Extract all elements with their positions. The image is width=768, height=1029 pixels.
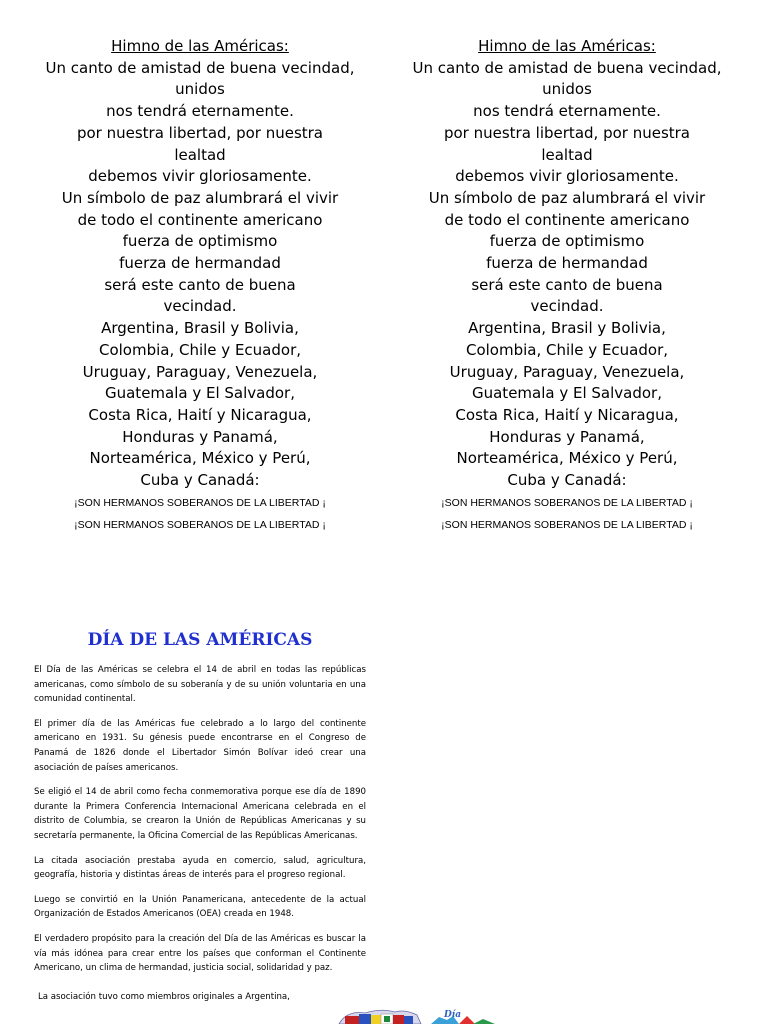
article-dia-de-las-americas <box>34 628 366 1014</box>
anthem-line: Un símbolo de paz alumbrará el vivir <box>61 188 339 207</box>
anthem-line: unidos <box>542 80 592 99</box>
anthem-line: fuerza de hermandad <box>119 254 281 273</box>
anthem-title: Himno de las Américas: <box>111 37 289 55</box>
anthem-line: Norteamérica, México y Perú, <box>89 449 311 468</box>
anthem-line: de todo el continente americano <box>444 210 690 229</box>
anthem-line: fuerza de optimismo <box>489 232 645 251</box>
anthem-chorus: ¡SON HERMANOS SOBERANOS DE LA LIBERTAD ¡ <box>74 518 326 531</box>
anthem-line: Argentina, Brasil y Bolivia, <box>468 319 666 338</box>
anthem-line: Honduras y Panamá, <box>489 427 645 446</box>
anthem-chorus: ¡SON HERMANOS SOBERANOS DE LA LIBERTAD ¡ <box>441 496 693 509</box>
anthem-line: unidos <box>175 80 225 99</box>
anthem-line: Un canto de amistad de buena vecindad, <box>412 58 722 77</box>
anthem-line: nos tendrá eternamente. <box>473 102 661 121</box>
flags-caption: Día <box>444 1010 462 1020</box>
anthem-line: Honduras y Panamá, <box>122 427 278 446</box>
anthem-line: vecindad. <box>163 297 237 316</box>
anthem-line: vecindad. <box>530 297 604 316</box>
anthem-line: por nuestra libertad, por nuestra <box>443 123 690 142</box>
anthem-line: lealtad <box>174 145 226 164</box>
article-paragraph: Luego se convirtió en la Unión Panamericana, antecedente de la actual Organización de Estados Americanos (OEA) creada en 1948. <box>34 894 366 920</box>
article-paragraph: El primer día de las Américas fue celebrado a lo largo del continente americano en 1931. Su génesis puede encontrarse en el Congreso de Panamá de 1826 donde el Libertador Simón Bolívar ideó crear una asociación de países americanos. <box>34 718 366 773</box>
anthem-line: será este canto de buena <box>104 275 296 294</box>
flags-icon <box>335 1004 500 1024</box>
anthem-line: Colombia, Chile y Ecuador, <box>98 340 302 359</box>
flags-illustration <box>335 1004 500 1024</box>
anthem-line: Costa Rica, Haití y Nicaragua, <box>88 405 312 424</box>
anthem-line: lealtad <box>541 145 593 164</box>
anthem-line: Costa Rica, Haití y Nicaragua, <box>455 405 679 424</box>
anthem-line: de todo el continente americano <box>77 210 323 229</box>
article-heading: DÍA DE LAS AMÉRICAS <box>87 630 313 650</box>
anthem-line: Un canto de amistad de buena vecindad, <box>45 58 355 77</box>
anthem-line: Guatemala y El Salvador, <box>104 384 295 403</box>
article-paragraph: El Día de las Américas se celebra el 14 de abril en todas las repúblicas americanas, como símbolo de su soberanía y de su unión voluntaria en una comunidad continental. <box>34 665 366 705</box>
anthem-line: Colombia, Chile y Ecuador, <box>465 340 669 359</box>
anthem-line: Guatemala y El Salvador, <box>471 384 662 403</box>
anthem-line: Cuba y Canadá: <box>507 471 627 490</box>
anthem-line: Un símbolo de paz alumbrará el vivir <box>428 188 706 207</box>
anthem-title: Himno de las Américas: <box>478 37 656 55</box>
article-paragraph: Se eligió el 14 de abril como fecha conmemorativa porque ese día de 1890 durante la Primera Conferencia Internacional Americana celebrada en el distrito de Columbia, se crearon la Unión de Repúblicas Americanas y su secretaría permanente, la Oficina Comercial de las Repúblicas Americanas. <box>34 787 366 841</box>
anthem-line: Cuba y Canadá: <box>140 471 260 490</box>
anthem-right-column <box>407 36 727 536</box>
anthem-line: por nuestra libertad, por nuestra <box>76 123 323 142</box>
anthem-line: debemos vivir gloriosamente. <box>88 167 312 186</box>
anthem-line: fuerza de hermandad <box>486 254 648 273</box>
anthem-line: fuerza de optimismo <box>122 232 278 251</box>
anthem-line: nos tendrá eternamente. <box>106 102 294 121</box>
article-paragraph-cut-off: La asociación tuvo como miembros originales a Argentina, <box>38 991 290 1002</box>
anthem-chorus: ¡SON HERMANOS SOBERANOS DE LA LIBERTAD ¡ <box>74 496 326 509</box>
anthem-line: Argentina, Brasil y Bolivia, <box>101 319 299 338</box>
anthem-line: debemos vivir gloriosamente. <box>455 167 679 186</box>
anthem-line: Uruguay, Paraguay, Venezuela, <box>449 362 685 381</box>
anthem-line: será este canto de buena <box>471 275 663 294</box>
anthem-line: Uruguay, Paraguay, Venezuela, <box>82 362 318 381</box>
article-paragraph: El verdadero propósito para la creación del Día de las Américas es buscar la vía más idónea para crear entre los países que conforman el Continente Americano, un clima de hermandad, justicia social, solidaridad y paz. <box>34 933 366 974</box>
article-paragraph: La citada asociación prestaba ayuda en comercio, salud, agricultura, geografía, historia y distintas áreas de interés para el progreso regional. <box>34 855 366 881</box>
anthem-left-column <box>40 36 360 536</box>
anthem-chorus: ¡SON HERMANOS SOBERANOS DE LA LIBERTAD ¡ <box>441 518 693 531</box>
anthem-line: Norteamérica, México y Perú, <box>456 449 678 468</box>
